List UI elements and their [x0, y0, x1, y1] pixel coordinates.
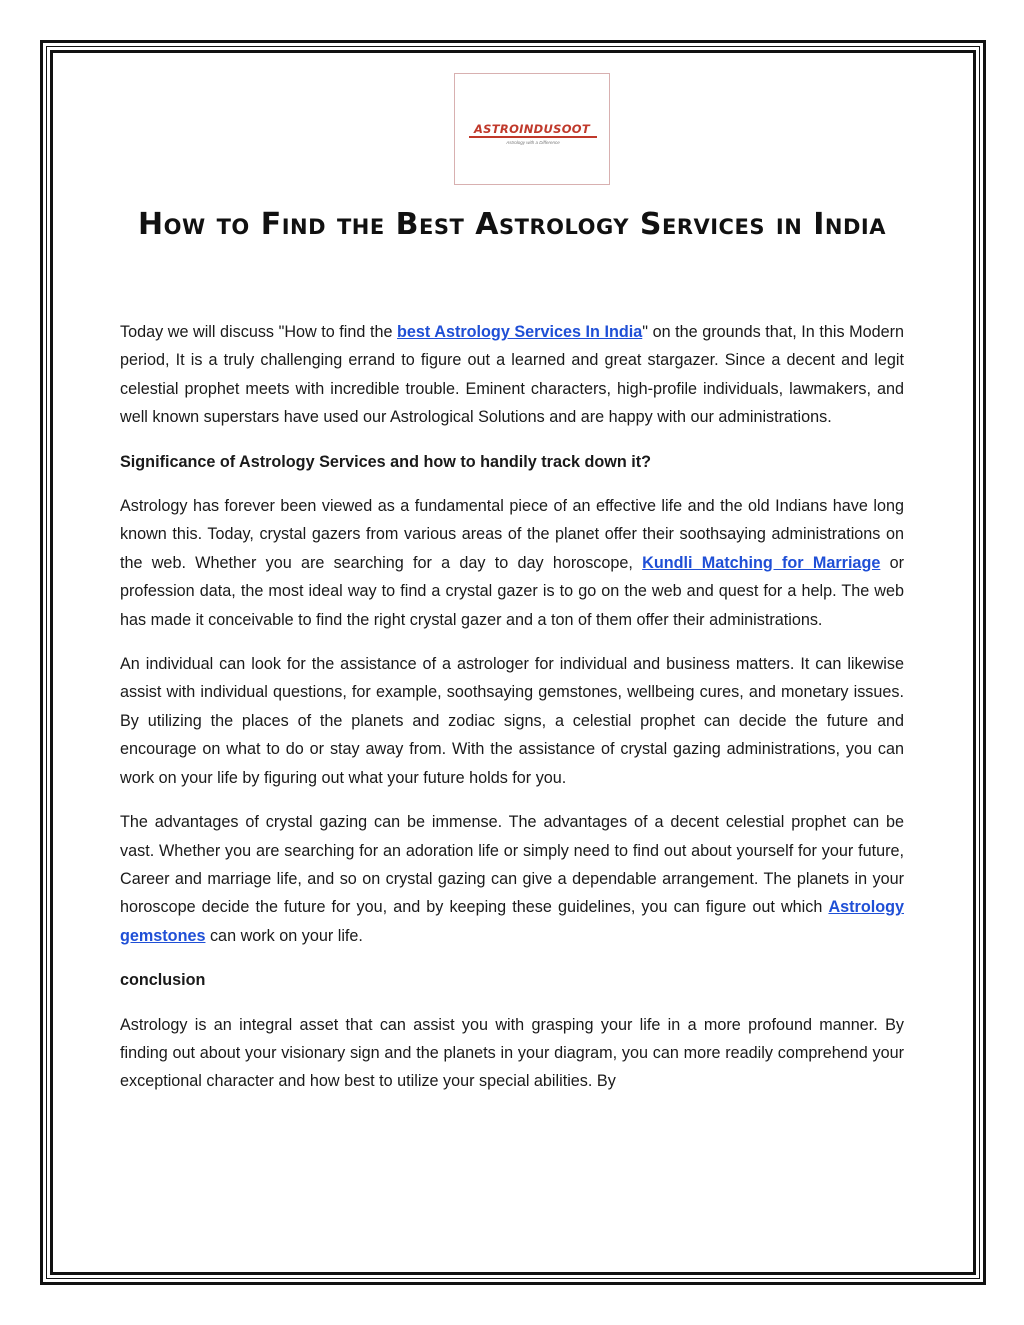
paragraph-advantages: [120, 808, 904, 950]
section-heading-conclusion: conclusion: [120, 971, 206, 990]
link-best-astrology-services[interactable]: best Astrology Services In India: [397, 323, 643, 341]
paragraph-text: or profession data, the most ideal way to find a crystal gazer is to go on the web and quest for a help. The web has made it conceivable to find the right crystal gazer and a ton of them offer their administrations.: [120, 553, 904, 629]
paragraph-assistance: An individual can look for the assistance of a astrologer for individual and business matters. It can likewise assist with individual questions, for example, soothsaying gemstones, wellbeing cures, and monetary issues. By utilizing the places of the planets and zodiac signs, a celestial prophet can decide the future and encourage on what to do or stay away from. With the assistance of crystal gazing administrations, you can work on your life by figuring out what your future holds for you.: [120, 655, 904, 787]
logo-tagline: Astrology with a Difference: [506, 140, 560, 145]
article-body: [120, 318, 904, 1112]
paragraph-text: The advantages of crystal gazing can be immense. The advantages of a decent celestial prophet can be vast. Whether you are searching for an adoration life or simply need to find out about yourself for your future, Career and marriage life, and so on crystal gazing can give a dependable arrangement. The planets in your horoscope decide the future for you, and by keeping these guidelines, you can figure out which: [120, 813, 904, 917]
logo-text: ASTROINDUSOOT: [473, 122, 591, 136]
paragraph-text: can work on your life.: [205, 926, 363, 945]
paragraph-text: " on the grounds that, In this Modern period, It is a truly challenging errand to figure out a learned and great stargazer. Since a decent and legit celestial prophet meets with incredible trouble. Eminent characters, high-profile individuals, lawmakers, and well known superstars have used our Astrological Solutions and are happy with our administrations.: [120, 323, 904, 427]
paragraph-intro: [120, 318, 904, 432]
section-heading-significance: Significance of Astrology Services and how to handily track down it?: [120, 452, 651, 471]
paragraph-text: Today we will discuss "How to find the: [120, 323, 398, 341]
paragraph-conclusion: Astrology is an integral asset that can assist you with grasping your life in a more profound manner. By finding out about your visionary sign and the planets in your diagram, you can more readily comprehend your exceptional character and how best to utilize your special abilities. By: [120, 1015, 904, 1091]
paragraph-significance: [120, 492, 904, 634]
link-astrology-gemstones[interactable]: Astrology gemstones: [120, 898, 904, 945]
logo-swoosh: [469, 136, 597, 138]
page-title: How to Find the Best Astrology Services in India: [138, 207, 886, 242]
link-kundli-matching[interactable]: Kundli Matching for Marriage: [642, 553, 881, 572]
paragraph-text: Astrology has forever been viewed as a fundamental piece of an effective life and the old Indians have long known this. Today, crystal gazers from various areas of the planet offer their soothsaying administrations on the web. Whether you are searching for a day to day horoscope,: [120, 497, 904, 572]
logo: [454, 73, 610, 185]
